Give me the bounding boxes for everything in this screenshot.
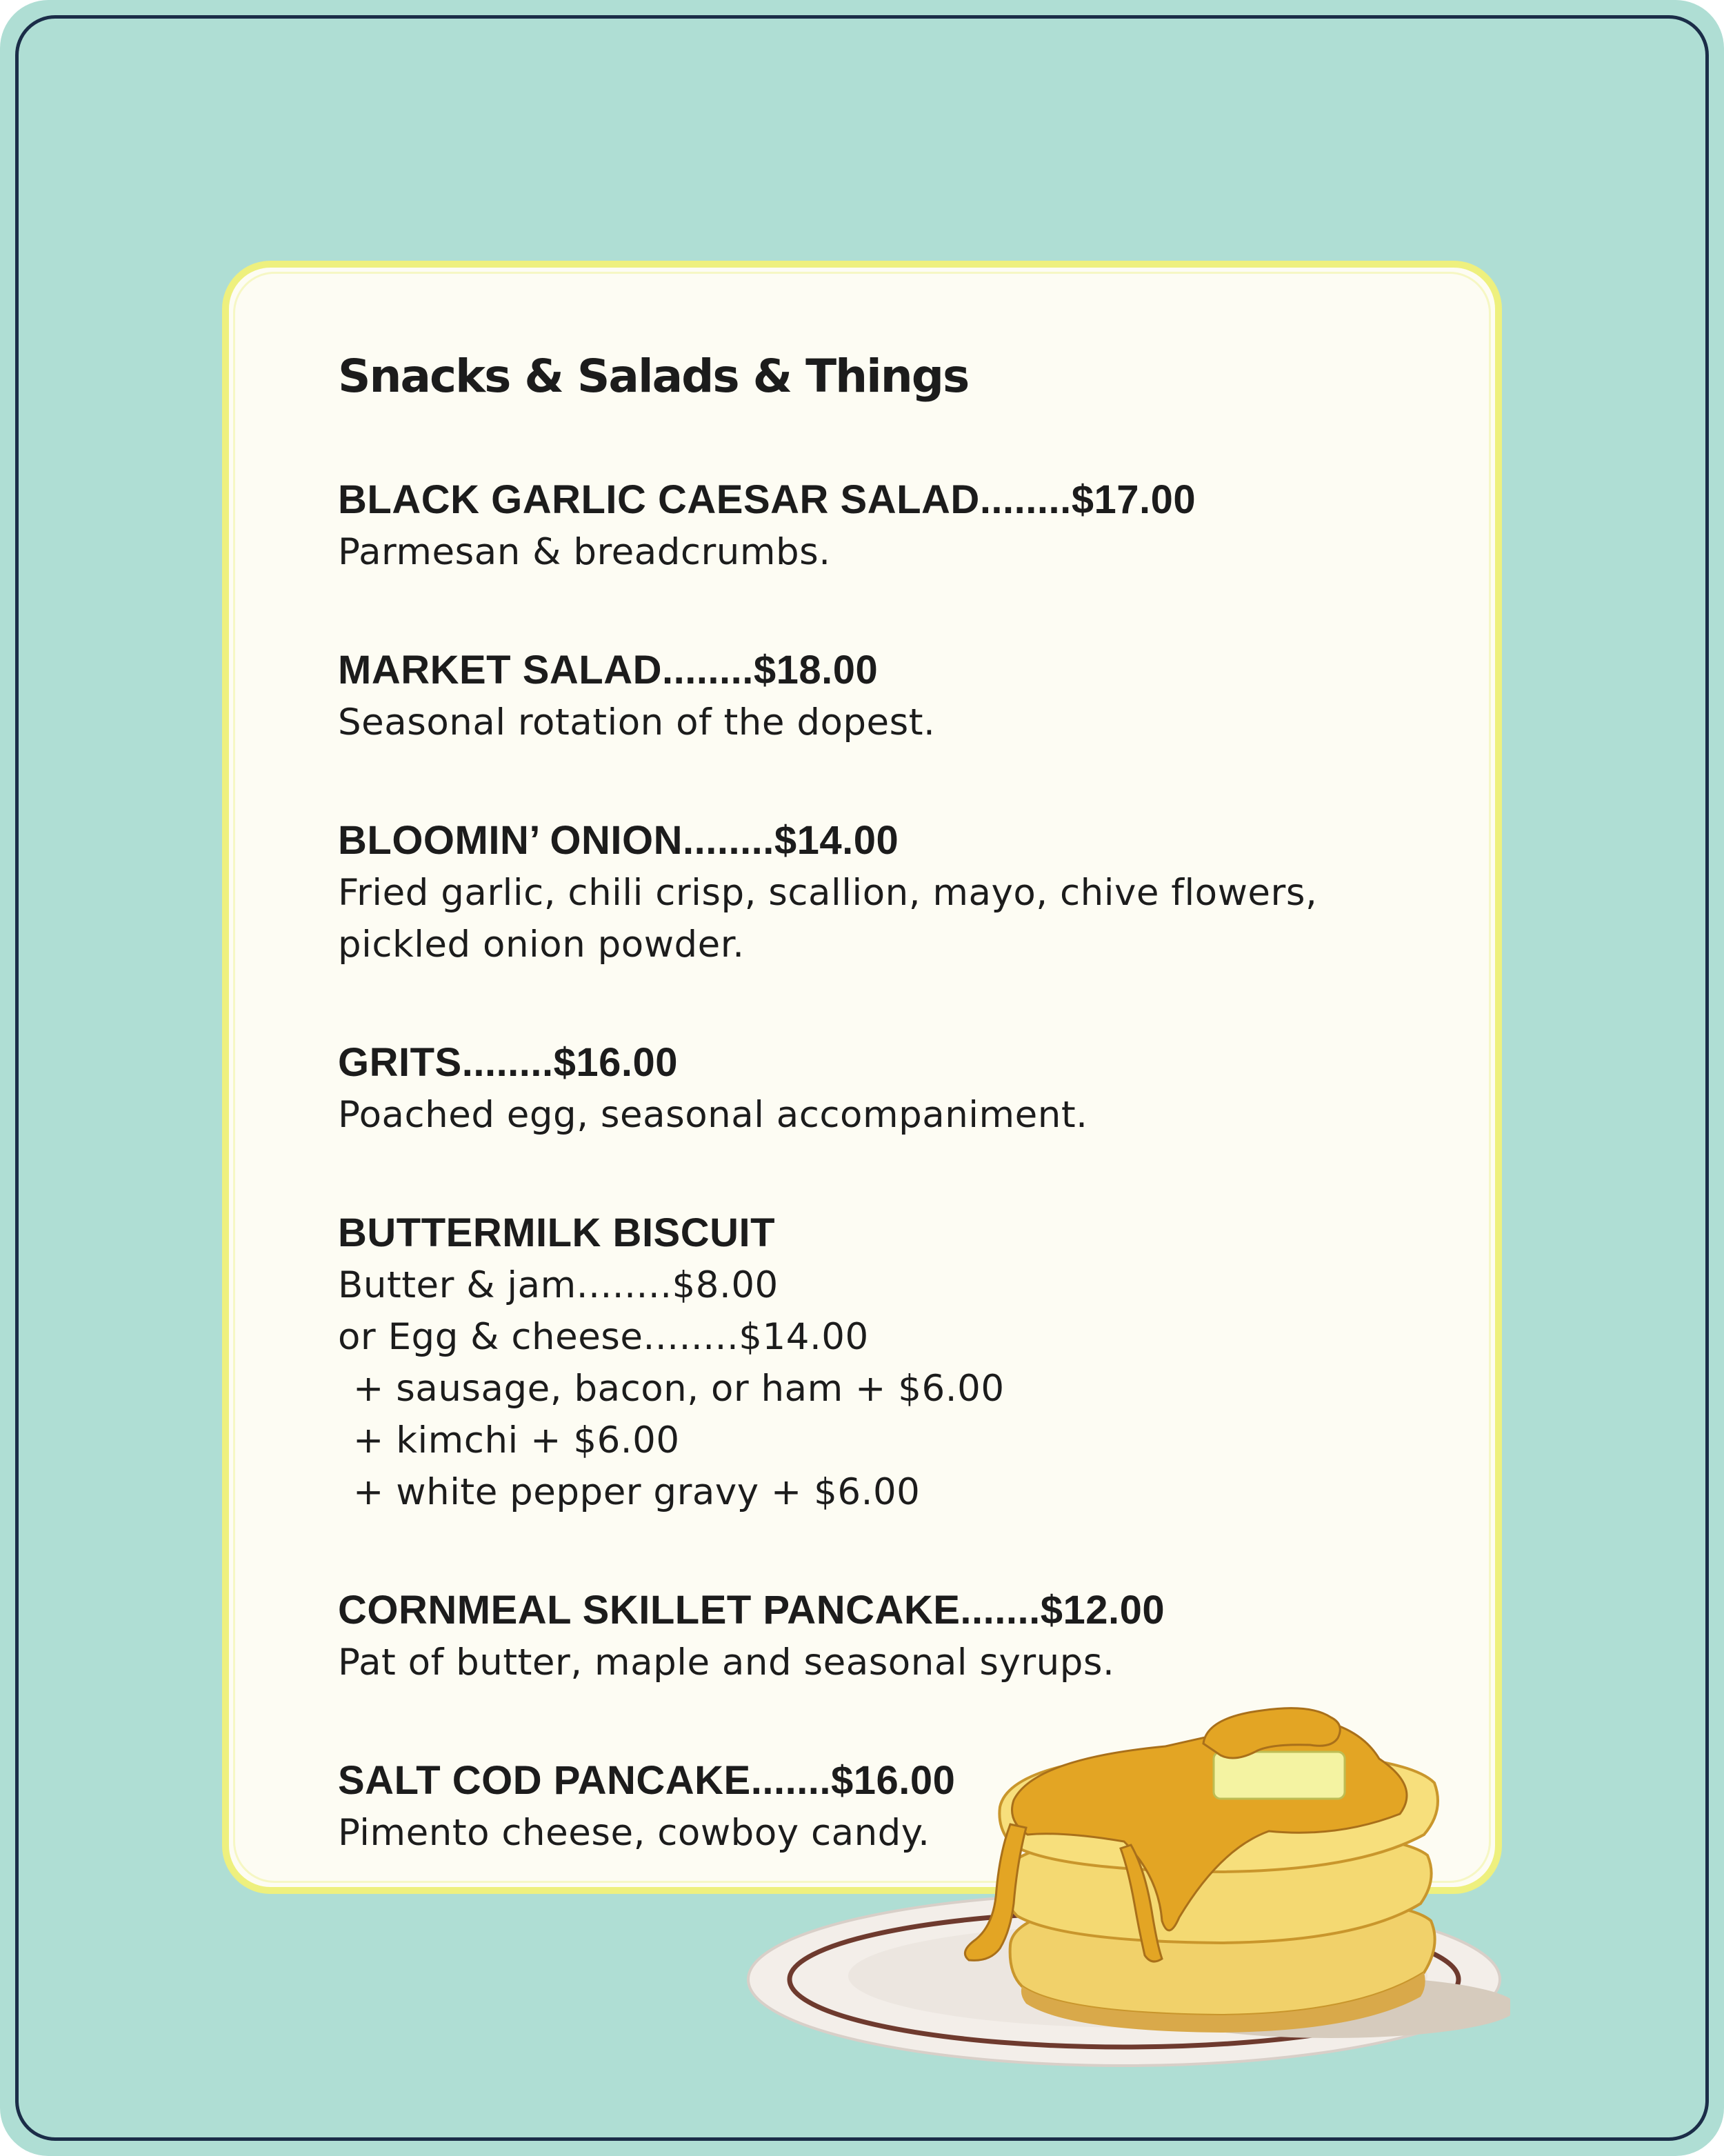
item-description [338,1089,1414,1141]
item-description [338,1637,1414,1688]
item-name: SALT COD PANCAKE.......$16.00 [338,1757,956,1803]
description-line: or Egg & cheese........$14.00 [338,1315,869,1358]
menu-item-buttermilk-biscuit [338,1207,1414,1518]
description-line: Seasonal rotation of the dopest. [338,701,936,743]
item-name: MARKET SALAD........$18.00 [338,647,879,692]
menu-item-bloomin-onion [338,815,1414,970]
description-line: Poached egg, seasonal accompaniment. [338,1093,1088,1136]
item-description [338,697,1414,748]
item-name: BLACK GARLIC CAESAR SALAD........$17.00 [338,477,1196,522]
item-description [338,867,1414,970]
description-line: Pimento cheese, cowboy candy. [338,1811,930,1854]
menu-item-grits [338,1037,1414,1141]
description-line: Pat of butter, maple and seasonal syrups. [338,1641,1115,1684]
pancake-stack-icon [738,1683,1510,2069]
addon-line: + sausage, bacon, or ham + $6.00 [353,1367,1005,1410]
item-name: GRITS........$16.00 [338,1039,679,1085]
menu-item-cornmeal-pancake [338,1584,1414,1688]
addon-line: + white pepper gravy + $6.00 [353,1470,921,1513]
description-line: Butter & jam........$8.00 [338,1264,779,1306]
item-name: BLOOMIN’ ONION........$14.00 [338,817,899,863]
item-description [338,526,1414,578]
section-title: Snacks & Salads & Things [338,350,969,403]
item-description [338,1259,1414,1518]
item-name: BUTTERMILK BISCUIT [338,1210,776,1255]
description-line: Fried garlic, chili crisp, scallion, mayo, chive flowers, [338,871,1318,914]
menu-item-caesar-salad [338,474,1414,578]
item-name: CORNMEAL SKILLET PANCAKE.......$12.00 [338,1587,1165,1633]
menu-item-market-salad [338,644,1414,748]
description-line: pickled onion powder. [338,923,745,966]
description-line: Parmesan & breadcrumbs. [338,530,831,573]
addon-line: + kimchi + $6.00 [353,1419,680,1461]
